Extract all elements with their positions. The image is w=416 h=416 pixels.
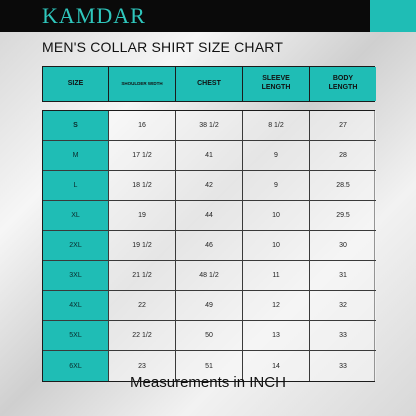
cell-size: L [43, 171, 109, 201]
cell-chest: 49 [176, 291, 243, 321]
cell-body-length: 29.5 [310, 201, 376, 231]
cell-chest: 50 [176, 321, 243, 351]
cell-chest: 46 [176, 231, 243, 261]
header-chest: CHEST [176, 67, 243, 101]
cell-body-length: 28.5 [310, 171, 376, 201]
cell-shoulder-width: 16 [109, 111, 176, 141]
cell-shoulder-width: 19 [109, 201, 176, 231]
cell-sleeve-length: 8 1/2 [243, 111, 310, 141]
cell-shoulder-width: 17 1/2 [109, 141, 176, 171]
cell-shoulder-width: 19 1/2 [109, 231, 176, 261]
cell-body-length: 30 [310, 231, 376, 261]
cell-body-length: 33 [310, 321, 376, 351]
cell-chest: 38 1/2 [176, 111, 243, 141]
cell-size: M [43, 141, 109, 171]
cell-body-length: 31 [310, 261, 376, 291]
brand-logo: KAMDAR [42, 3, 146, 28]
cell-size: 3XL [43, 261, 109, 291]
cell-body-length: 28 [310, 141, 376, 171]
cell-body-length: 33 [310, 351, 376, 381]
cell-sleeve-length: 9 [243, 141, 310, 171]
cell-chest: 48 1/2 [176, 261, 243, 291]
cell-sleeve-length: 11 [243, 261, 310, 291]
page-title: MEN'S COLLAR SHIRT SIZE CHART [42, 39, 284, 55]
measurement-unit-note: Measurements in INCH [130, 374, 286, 391]
cell-body-length: 27 [310, 111, 376, 141]
cell-chest: 51 [176, 351, 243, 381]
cell-sleeve-length: 12 [243, 291, 310, 321]
cell-sleeve-length: 14 [243, 351, 310, 381]
cell-size: 4XL [43, 291, 109, 321]
cell-body-length: 32 [310, 291, 376, 321]
cell-chest: 41 [176, 141, 243, 171]
header-size: SIZE [43, 67, 109, 101]
cell-sleeve-length: 9 [243, 171, 310, 201]
cell-sleeve-length: 13 [243, 321, 310, 351]
size-table-body [42, 110, 375, 382]
cell-chest: 42 [176, 171, 243, 201]
cell-size: XL [43, 201, 109, 231]
cell-shoulder-width: 18 1/2 [109, 171, 176, 201]
cell-shoulder-width: 22 [109, 291, 176, 321]
cell-sleeve-length: 10 [243, 231, 310, 261]
cell-chest: 44 [176, 201, 243, 231]
cell-size: 2XL [43, 231, 109, 261]
cell-shoulder-width: 22 1/2 [109, 321, 176, 351]
cell-size: 6XL [43, 351, 109, 381]
header-body-length: BODY LENGTH [310, 67, 376, 101]
cell-shoulder-width: 21 1/2 [109, 261, 176, 291]
cell-size: 5XL [43, 321, 109, 351]
header-shoulder-width: SHOULDER WIDTH [109, 67, 176, 101]
cell-size: S [43, 111, 109, 141]
cell-shoulder-width: 23 [109, 351, 176, 381]
cell-sleeve-length: 10 [243, 201, 310, 231]
header-accent-block [370, 0, 416, 32]
header-sleeve-length: SLEEVE LENGTH [243, 67, 310, 101]
size-table-header [42, 66, 375, 102]
